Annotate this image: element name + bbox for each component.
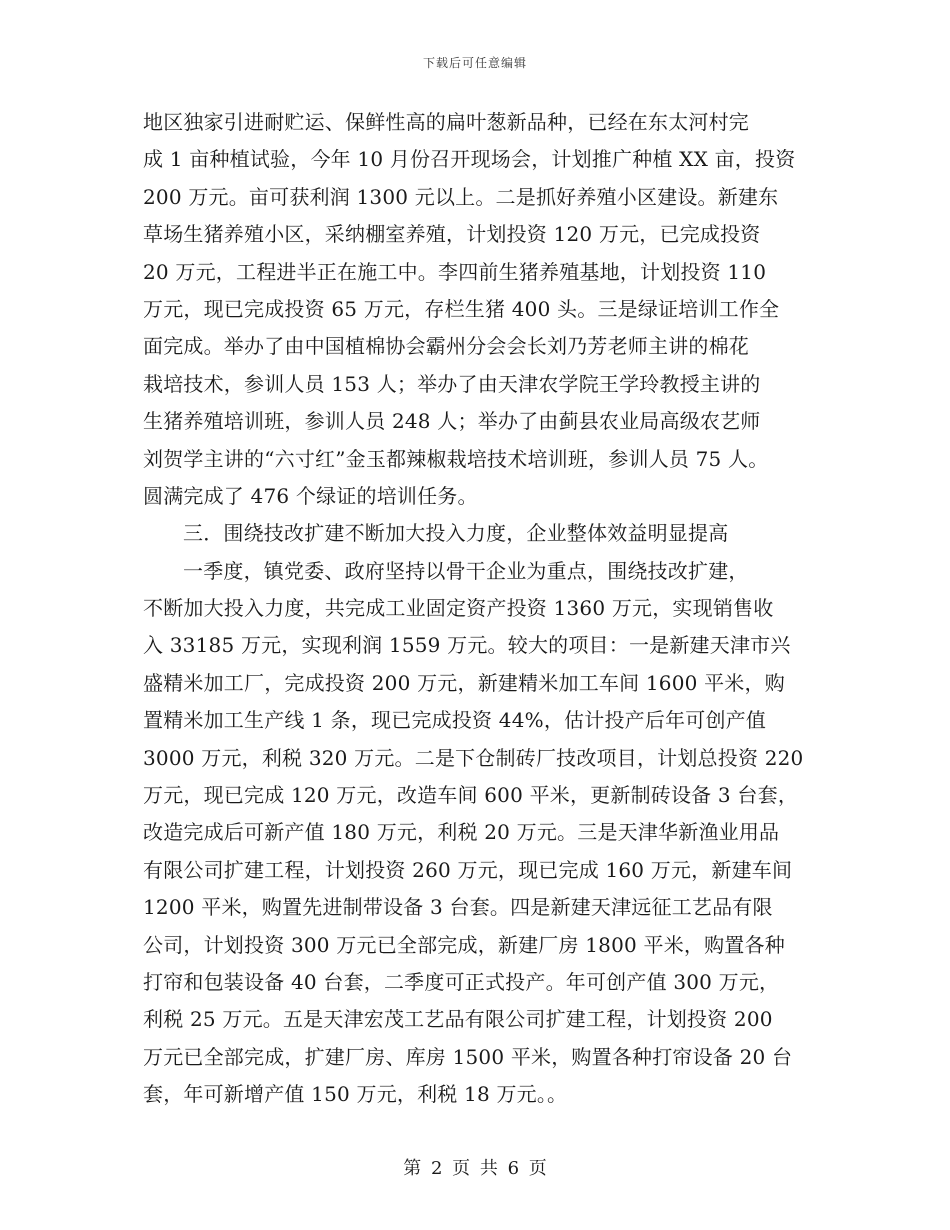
body-line: 改造完成后可新产值 180 万元，利税 20 万元。三是天津华新渔业用品: [143, 820, 780, 845]
body-line: 公司，计划投资 300 万元已全部完成，新建厂房 1800 平米，购置各种: [143, 932, 785, 957]
body-line: 套，年可新增产值 150 万元，利税 18 万元。。: [143, 1082, 568, 1107]
document-body: [143, 104, 823, 1114]
body-line: 置精米加工生产线 1 条，现已完成投资 44%，估计投产后年可创产值: [143, 708, 767, 733]
body-line: 有限公司扩建工程，计划投资 260 万元，现已完成 160 万元，新建车间: [143, 857, 793, 882]
body-line: 面完成。举办了由中国植棉协会霸州分会会长刘乃芳老师主讲的棉花: [143, 334, 749, 359]
page-footer: 第 2 页 共 6 页: [403, 1158, 547, 1179]
body-line: 圆满完成了 476 个绿证的培训任务。: [143, 483, 478, 508]
body-line: 200 万元。亩可获利润 1300 元以上。二是抓好养殖小区建设。新建东: [143, 184, 779, 209]
page-header: 下载后可任意编辑: [422, 56, 527, 70]
body-line: 万元，现已完成 120 万元，改造车间 600 平米，更新制砖设备 3 台套，: [143, 783, 799, 808]
body-line: 1200 平米，购置先进制带设备 3 台套。四是新建天津远征工艺品有限: [143, 895, 773, 920]
body-line: 栽培技术，参训人员 153 人；举办了由天津农学院王学玲教授主讲的: [143, 371, 761, 396]
body-line: 一季度，镇党委、政府坚持以骨干企业为重点，围绕技改扩建，: [183, 558, 749, 583]
body-line: 入 33185 万元，实现利润 1559 万元。较大的项目：一是新建天津市兴: [143, 633, 791, 658]
body-line: 3000 万元，利税 320 万元。二是下仓制砖厂技改项目，计划总投资 220: [143, 745, 804, 770]
body-line: 利税 25 万元。五是天津宏茂工艺品有限公司扩建工程，计划投资 200: [143, 1007, 773, 1032]
body-line: 盛精米加工厂，完成投资 200 万元，新建精米加工车间 1600 平米，购: [143, 670, 785, 695]
body-line: 草场生猪养殖小区，采纳棚室养殖，计划投资 120 万元，已完成投资: [143, 222, 761, 247]
body-line: 万元已全部完成，扩建厂房、库房 1500 平米，购置各种打帘设备 20 台: [143, 1044, 793, 1069]
body-line: 成 1 亩种植试验，今年 10 月份召开现场会，计划推广种植 XX 亩，投资: [143, 147, 796, 172]
section-heading: 三．围绕技改扩建不断加大投入力度，企业整体效益明显提高: [183, 521, 729, 546]
body-line: 万元，现已完成投资 65 万元，存栏生猪 400 头。三是绿证培训工作全: [143, 296, 780, 321]
body-line: 20 万元，工程进半正在施工中。李四前生猪养殖基地，计划投资 110: [143, 259, 767, 284]
body-line: 打帘和包装设备 40 台套，二季度可正式投产。年可创产值 300 万元，: [143, 969, 780, 994]
body-line: 刘贺学主讲的“六寸红”金玉都辣椒栽培技术培训班，参训人员 75 人。: [143, 446, 769, 471]
body-line: 不断加大投入力度，共完成工业固定资产投资 1360 万元，实现销售收: [143, 596, 774, 621]
body-line: 地区独家引进耐贮运、保鲜性高的扁叶葱新品种，已经在东太河村完: [143, 110, 749, 134]
body-line: 生猪养殖培训班，参训人员 248 人；举办了由蓟县农业局高级农艺师: [143, 409, 761, 434]
